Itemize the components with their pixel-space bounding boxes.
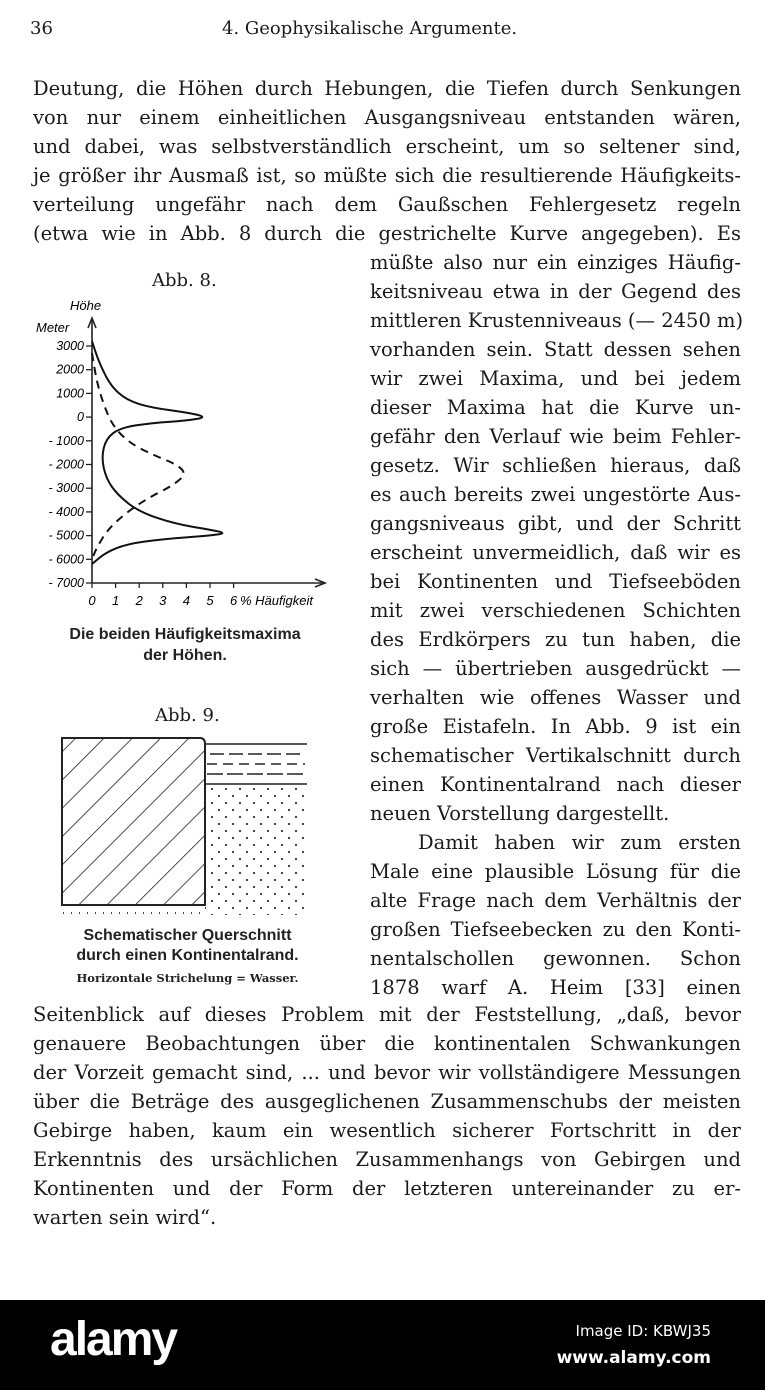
text-line: neuen Vorstellung dargestellt. (370, 802, 670, 825)
series-observed-curve (92, 341, 222, 564)
text-line: einen Kontinentalrand nach dieser (370, 773, 741, 796)
text-line: 1878 warf A. Heim [33] einen (370, 976, 741, 999)
text-line: müßte also nur ein einziges Häufig- (370, 251, 741, 274)
x-tick-label: 0 (88, 593, 96, 608)
figure-8-caption-line2: der Höhen. (143, 647, 227, 664)
text-line: des Erdkörpers zu tun haben, die (370, 628, 741, 651)
y-tick-label: 2000 (56, 362, 84, 377)
text-line: Seitenblick auf dieses Problem mit der Feststellung, „daß, bevor (33, 1003, 741, 1026)
text-line: Gebirge haben, kaum ein wesentlich sicherer Fortschritt in der (33, 1119, 741, 1142)
image-id: Image ID: KBWJ35 (575, 1322, 711, 1340)
text-top (33, 74, 741, 248)
y-tick-label: - 3000 (48, 481, 84, 496)
text-line: nentalschollen gewonnen. Schon (370, 947, 741, 970)
text-line: schematischer Vertikalschnitt durch (370, 744, 741, 767)
y-axis-label-meter: Meter (36, 320, 70, 335)
text-line: und dabei, was selbstverständlich erscheint, um so seltener sind, (33, 135, 741, 158)
watermark-footer (0, 1300, 765, 1390)
series-gauss-curve (92, 353, 184, 559)
figure-8-caption-line1: Die beiden Häufigkeitsmaxima (69, 626, 301, 643)
figure-9-title: Abb. 9. (155, 705, 220, 726)
page-number: 36 (30, 18, 53, 39)
alamy-logo: alamy (50, 1313, 177, 1366)
y-tick-label: - 2000 (48, 457, 84, 472)
text-line: dieser Maxima hat die Kurve un- (370, 396, 741, 419)
text-line: bei Kontinenten und Tiefseeböden (370, 570, 741, 593)
x-tick-label: 1 (111, 593, 120, 608)
figure-9-caption (20, 926, 355, 988)
text-line: erscheint unvermeidlich, daß wir es (370, 541, 741, 564)
y-tick-label: 0 (77, 410, 84, 425)
text-line: Erkenntnis des ursächlichen Zusammenhangs von Gebirgen und (33, 1148, 741, 1171)
text-line: über die Beträge des ausgeglichenen Zusammenschubs der meisten (33, 1090, 741, 1113)
x-tick-label: 5 (206, 593, 214, 608)
x-tick-label: 2 (135, 593, 143, 608)
text-line: warten sein wird“. (33, 1206, 217, 1229)
x-tick-label: 4 (182, 593, 191, 608)
y-tick-label: 1000 (56, 386, 84, 401)
text-line: gesetz. Wir schließen hieraus, daß (370, 454, 741, 477)
text-line: verteilung ungefähr nach dem Gaußschen Fehlergesetz regeln (33, 193, 741, 216)
text-line: Damit haben wir zum ersten (418, 831, 741, 854)
text-line: der Vorzeit gemacht sind, ... und bevor wir vollständigere Messungen (33, 1061, 741, 1084)
text-line: sich — übertrieben ausgedrückt — (370, 657, 741, 680)
text-line: genauere Beobachtungen über die kontinentalen Schwankungen (33, 1032, 741, 1055)
text-line: Deutung, die Höhen durch Hebungen, die Tiefen durch Senkungen (33, 77, 741, 100)
text-line: Male eine plausible Lösung für die (370, 860, 741, 883)
y-tick-label: - 7000 (48, 576, 84, 590)
figure-8-title: Abb. 8. (152, 270, 217, 291)
x-tick-label: 3 (159, 593, 167, 608)
continent-block (62, 738, 205, 905)
text-line: (etwa wie in Abb. 8 durch die gestrichelte Kurve angegeben). Es (33, 222, 741, 245)
text-line: es auch bereits zwei ungestörte Aus- (370, 483, 741, 506)
text-line: mit zwei verschiedenen Schichten (370, 599, 741, 622)
x-axis-label: % Häufigkeit (240, 593, 313, 608)
y-axis-label-hoehe: Höhe (70, 298, 102, 313)
figure-9-diagram (55, 730, 315, 920)
water-lines (205, 744, 307, 784)
figure-8-chart (20, 290, 360, 620)
text-line: von nur einem einheitlichen Ausgangsniveau entstanden wären, (33, 106, 741, 129)
text-line: vorhanden sein. Statt dessen sehen (370, 338, 741, 361)
y-tick-label: - 6000 (48, 552, 84, 567)
figure-8-caption (20, 624, 350, 666)
x-tick-label: 6 (229, 593, 238, 608)
ocean-floor-dots (205, 785, 307, 915)
text-line: keitsniveau etwa in der Gegend des (370, 280, 741, 303)
text-line: wir zwei Maxima, und bei jedem (370, 367, 741, 390)
y-tick-label: - 1000 (48, 433, 84, 448)
text-line: alte Frage nach dem Verhältnis der (370, 889, 741, 912)
text-line: großen Tiefseebecken zu den Konti- (370, 918, 741, 941)
running-title: 4. Geophysikalische Argumente. (222, 18, 518, 39)
figure-9-caption-note: Horizontale Strichelung = Wasser. (76, 971, 299, 985)
text-line: große Eistafeln. In Abb. 9 ist ein (370, 715, 741, 738)
text-bottom (33, 1000, 741, 1232)
text-line: Kontinenten und der Form der letzteren untereinander zu er- (33, 1177, 741, 1200)
y-tick-label: 3000 (56, 339, 84, 353)
text-line: gangsniveaus gibt, und der Schritt (370, 512, 741, 535)
y-tick-label: - 5000 (48, 528, 84, 543)
text-line: gefähr den Verlauf wie beim Fehler- (370, 425, 741, 448)
figure-9-caption-line1: Schematischer Querschnitt (83, 927, 292, 944)
text-line: je größer ihr Ausmaß ist, so müßte sich die resultierende Häufigkeits- (33, 164, 741, 187)
figure-9-caption-line2: durch einen Kontinentalrand. (76, 947, 299, 964)
text-line: verhalten wie offenes Wasser und (370, 686, 741, 709)
text-right-column (370, 248, 744, 1002)
text-line: mittleren Krustenniveaus (— 2450 m) (370, 309, 744, 332)
y-tick-label: - 4000 (48, 504, 84, 519)
site-url: www.alamy.com (556, 1348, 711, 1368)
